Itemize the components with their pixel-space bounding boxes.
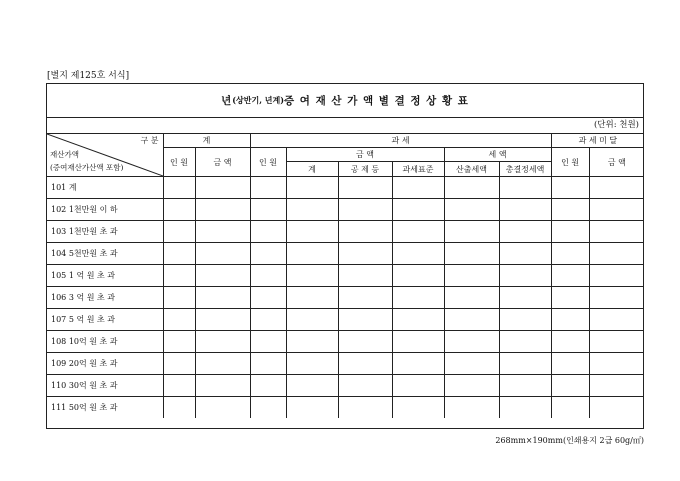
header-sub-total: 계	[286, 162, 338, 177]
paper-size-note: 268mm×190mm(인쇄용지 2급 60g/㎡)	[495, 436, 644, 445]
row-label: 101 계	[47, 177, 163, 199]
status-table	[47, 133, 644, 418]
header-not-taxed-amount: 금 액	[589, 148, 644, 177]
header-gubun: 구 분	[140, 136, 159, 145]
table-cell[interactable]	[499, 221, 551, 243]
table-cell[interactable]	[338, 177, 392, 199]
table-cell[interactable]	[589, 331, 644, 353]
table-cell[interactable]	[551, 243, 589, 265]
row-label: 102 1천만원 이 하	[47, 199, 163, 221]
table-cell[interactable]	[551, 331, 589, 353]
table-cell[interactable]	[338, 265, 392, 287]
table-cell[interactable]	[392, 353, 444, 375]
table-cell[interactable]	[444, 309, 499, 331]
table-cell[interactable]	[589, 397, 644, 419]
row-label: 109 20억 원 초 과	[47, 353, 163, 375]
header-tax-base: 과세표준	[392, 162, 444, 177]
table-cell[interactable]	[589, 287, 644, 309]
table-cell[interactable]	[589, 177, 644, 199]
table-cell[interactable]	[250, 353, 286, 375]
unit-label: (단위: 천원)	[593, 120, 639, 130]
table-row	[47, 265, 644, 287]
header-total-persons: 인 원	[163, 148, 195, 177]
table-cell[interactable]	[589, 243, 644, 265]
table-cell[interactable]	[250, 177, 286, 199]
table-cell[interactable]	[589, 221, 644, 243]
table-cell[interactable]	[163, 243, 195, 265]
table-cell[interactable]	[195, 199, 250, 221]
table-cell[interactable]	[195, 375, 250, 397]
table-cell[interactable]	[499, 265, 551, 287]
form-number-label: [별지 제125호 서식]	[47, 71, 130, 81]
table-cell[interactable]	[163, 221, 195, 243]
table-cell[interactable]	[499, 287, 551, 309]
table-row	[47, 221, 644, 243]
table-row	[47, 243, 644, 265]
table-cell[interactable]	[250, 309, 286, 331]
table-cell[interactable]	[338, 309, 392, 331]
table-cell[interactable]	[163, 375, 195, 397]
table-cell[interactable]	[392, 375, 444, 397]
table-cell[interactable]	[499, 243, 551, 265]
table-cell[interactable]	[195, 221, 250, 243]
header-amount-group: 금 액	[286, 148, 444, 162]
table-cell[interactable]	[286, 199, 338, 221]
row-label: 108 10억 원 초 과	[47, 331, 163, 353]
table-cell[interactable]	[444, 331, 499, 353]
table-cell[interactable]	[392, 265, 444, 287]
table-cell[interactable]	[250, 375, 286, 397]
table-cell[interactable]	[499, 199, 551, 221]
header-not-taxed: 과 세 미 달	[551, 134, 644, 148]
table-cell[interactable]	[286, 397, 338, 419]
table-cell[interactable]	[286, 243, 338, 265]
table-cell[interactable]	[195, 243, 250, 265]
table-cell[interactable]	[551, 199, 589, 221]
header-calculated-tax: 산출세액	[444, 162, 499, 177]
table-cell[interactable]	[338, 375, 392, 397]
table-cell[interactable]	[338, 331, 392, 353]
table-cell[interactable]	[499, 331, 551, 353]
table-cell[interactable]	[499, 309, 551, 331]
table-cell[interactable]	[163, 177, 195, 199]
table-cell[interactable]	[499, 375, 551, 397]
table-cell[interactable]	[589, 309, 644, 331]
header-total-amount: 금 액	[195, 148, 250, 177]
form-title	[47, 84, 643, 118]
header-total: 계	[163, 134, 250, 148]
table-cell[interactable]	[163, 265, 195, 287]
table-cell[interactable]	[444, 265, 499, 287]
table-cell[interactable]	[163, 309, 195, 331]
table-cell[interactable]	[338, 199, 392, 221]
table-cell[interactable]	[551, 353, 589, 375]
table-row	[47, 287, 644, 309]
header-deduction: 공 제 등	[338, 162, 392, 177]
table-cell[interactable]	[499, 353, 551, 375]
table-cell[interactable]	[286, 177, 338, 199]
table-cell[interactable]	[551, 397, 589, 419]
header-tax-group: 세 액	[444, 148, 551, 162]
table-cell[interactable]	[250, 265, 286, 287]
table-cell[interactable]	[589, 353, 644, 375]
header-taxed: 과 세	[250, 134, 551, 148]
table-cell[interactable]	[392, 397, 444, 419]
form-frame	[46, 83, 644, 429]
table-cell[interactable]	[338, 221, 392, 243]
row-label: 107 5 억 원 초 과	[47, 309, 163, 331]
row-label: 104 5천만원 초 과	[47, 243, 163, 265]
row-label: 106 3 억 원 초 과	[47, 287, 163, 309]
table-cell[interactable]	[338, 243, 392, 265]
table-cell[interactable]	[250, 221, 286, 243]
table-cell[interactable]	[250, 397, 286, 419]
table-cell[interactable]	[163, 331, 195, 353]
table-cell[interactable]	[195, 397, 250, 419]
table-row	[47, 331, 644, 353]
table-cell[interactable]	[163, 353, 195, 375]
table-cell[interactable]	[250, 287, 286, 309]
header-not-taxed-persons: 인 원	[551, 148, 589, 177]
table-cell[interactable]	[551, 375, 589, 397]
row-label: 103 1천만원 초 과	[47, 221, 163, 243]
table-cell[interactable]	[195, 177, 250, 199]
table-cell[interactable]	[195, 331, 250, 353]
table-cell[interactable]	[392, 199, 444, 221]
table-cell[interactable]	[444, 221, 499, 243]
table-cell[interactable]	[551, 221, 589, 243]
table-cell[interactable]	[444, 353, 499, 375]
header-taxed-persons: 인 원	[250, 148, 286, 177]
table-cell[interactable]	[444, 199, 499, 221]
table-cell[interactable]	[286, 287, 338, 309]
table-cell[interactable]	[392, 309, 444, 331]
table-cell[interactable]	[499, 397, 551, 419]
header-property-value-note: (증여재산가산액 포함)	[50, 163, 124, 172]
table-cell[interactable]	[551, 287, 589, 309]
table-row	[47, 353, 644, 375]
header-final-tax: 총결정세액	[499, 162, 551, 177]
table-cell[interactable]	[444, 243, 499, 265]
table-cell[interactable]	[250, 243, 286, 265]
row-label: 111 50억 원 초 과	[47, 397, 163, 419]
table-cell[interactable]	[286, 331, 338, 353]
table-cell[interactable]	[444, 177, 499, 199]
table-cell[interactable]	[392, 177, 444, 199]
table-cell[interactable]	[551, 265, 589, 287]
header-property-value: 재산가액	[50, 150, 79, 159]
table-cell[interactable]	[392, 221, 444, 243]
table-cell[interactable]	[338, 397, 392, 419]
table-cell[interactable]	[286, 309, 338, 331]
table-cell[interactable]	[163, 199, 195, 221]
table-cell[interactable]	[195, 309, 250, 331]
table-cell[interactable]	[444, 287, 499, 309]
table-cell[interactable]	[499, 177, 551, 199]
table-cell[interactable]	[163, 397, 195, 419]
table-cell[interactable]	[195, 353, 250, 375]
table-cell[interactable]	[589, 265, 644, 287]
title-prefix: 년	[221, 95, 233, 107]
row-label: 105 1 억 원 초 과	[47, 265, 163, 287]
table-cell[interactable]	[286, 221, 338, 243]
table-row	[47, 375, 644, 397]
row-label: 110 30억 원 초 과	[47, 375, 163, 397]
table-cell[interactable]	[338, 353, 392, 375]
table-cell[interactable]	[250, 199, 286, 221]
table-cell[interactable]	[286, 375, 338, 397]
table-cell[interactable]	[195, 265, 250, 287]
table-cell[interactable]	[286, 265, 338, 287]
table-row	[47, 397, 644, 419]
header-corner-cell	[47, 134, 163, 177]
table-cell[interactable]	[444, 397, 499, 419]
table-cell[interactable]	[338, 287, 392, 309]
table-cell[interactable]	[195, 287, 250, 309]
table-cell[interactable]	[286, 353, 338, 375]
table-row	[47, 199, 644, 221]
table-cell[interactable]	[589, 199, 644, 221]
table-cell[interactable]	[163, 287, 195, 309]
table-cell[interactable]	[392, 243, 444, 265]
table-cell[interactable]	[444, 375, 499, 397]
table-cell[interactable]	[392, 287, 444, 309]
table-row	[47, 309, 644, 331]
table-cell[interactable]	[551, 177, 589, 199]
table-cell[interactable]	[250, 331, 286, 353]
table-cell[interactable]	[392, 331, 444, 353]
table-cell[interactable]	[551, 309, 589, 331]
title-period: (상반기, 년계)	[232, 95, 284, 105]
table-cell[interactable]	[589, 375, 644, 397]
table-row	[47, 177, 644, 199]
title-main: 증 여 재 산 가 액 별 결 정 상 황 표	[284, 95, 469, 107]
